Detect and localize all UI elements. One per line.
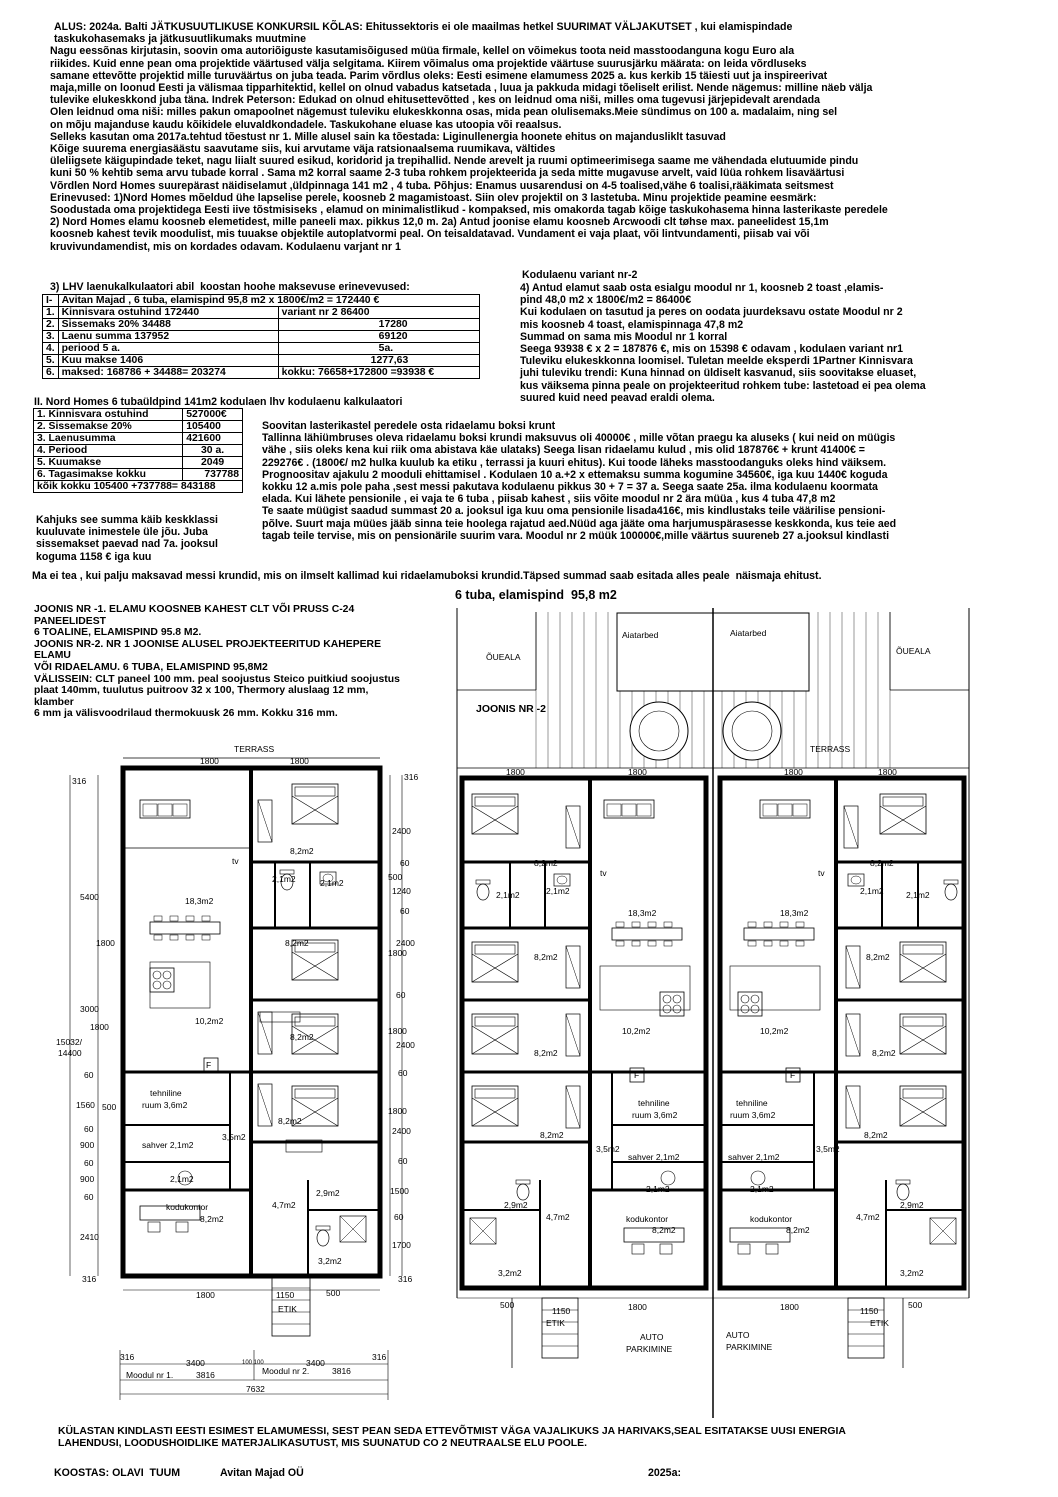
svg-text:kodukontor: kodukontor [626,1214,669,1224]
svg-text:1800: 1800 [878,767,897,777]
yard-label: ÕUEALA [896,646,931,656]
svg-text:900: 900 [80,1174,95,1184]
svg-text:60: 60 [396,990,406,1000]
dim-label: 500 [326,1288,341,1298]
svg-text:2400: 2400 [392,1126,411,1136]
table-row: 2. Sissemakse 20% 105400 [34,421,243,433]
svg-text:60: 60 [84,1192,94,1202]
svg-text:5400: 5400 [80,892,99,902]
svg-text:8,2m2: 8,2m2 [652,1225,676,1235]
intro-line: Nagu eessõnas kirjutasin, soovin oma autoriõiguste kasutamisõigused müüa firmale, kellel on võimekus toota neid masstoodanguna kogu Euro ala [50,45,795,58]
dim-label: 1800 [196,1290,215,1300]
table-row: 6. Tagasimakse kokku 737788 [34,469,243,481]
intro-line: Olen leidnud oma niši: milles pakun omapoolnet nägemust tuleviku elukeskkonna osas, mida pean olulisemaks.Meie sündimus on 100 a. madalaim, ning sel [50,106,838,119]
intro-line: maja,mille on loonud Eesti ja välismaa tipparhitektid, kellel on olnud vabadus katsetada , luua ja pakkuda midagi tõeliselt erilist. Nende nägemus: milline näeb välja [50,82,873,95]
svg-text:8,2m2: 8,2m2 [534,1048,558,1058]
svg-text:8,2m2: 8,2m2 [534,858,558,868]
svg-text:60: 60 [398,1068,408,1078]
footer-author: KOOSTAS: OLAVI TUUM [54,1467,181,1479]
svg-text:AUTO: AUTO [726,1330,750,1340]
svg-text:500: 500 [102,1102,117,1112]
svg-text:8,2m2: 8,2m2 [870,858,894,868]
svg-text:60: 60 [400,858,410,868]
shed-label: Aiatarbed [730,628,767,638]
intro-line: Kõige suurema energiasäästu saavutame siis, kui arvutame väja ratsionaalsema ruumikava, vältides [50,143,556,156]
svg-text:2400: 2400 [396,1040,415,1050]
svg-text:15032/: 15032/ [56,1037,82,1047]
yard-label: ÕUEALA [486,652,521,662]
svg-text:1800: 1800 [90,1022,109,1032]
svg-text:1800: 1800 [628,1302,647,1312]
etik-label: ETIK [278,1304,297,1314]
intro-line: ALUS: 2024a. Balti JÄTKUSUUTLIKUSE KONKURSIL KÕLAS: Ehitussektoris ei ole maailmas hetkel SUURIMAT VÄLJAKUTSET , kui elamispindade [54,21,793,33]
svg-text:2,1m2: 2,1m2 [646,1184,670,1194]
svg-text:60: 60 [84,1124,94,1134]
svg-text:2,9m2: 2,9m2 [900,1200,924,1210]
nord-homes-title: II. Nord Homes 6 tubaüldpind 141m2 kodulaen lhv kodulaenu kalkulaatori [34,396,403,408]
svg-text:kodukontor: kodukontor [750,1214,793,1224]
room-label: 18,3m2 [185,896,214,906]
room-label: 8,2m2 [278,1116,302,1126]
svg-text:3400: 3400 [306,1358,325,1368]
room-label: 8,2m2 [290,846,314,856]
room-label: sahver 2,1m2 [142,1140,194,1150]
svg-text:1800: 1800 [388,1106,407,1116]
room-label: 8,2m2 [285,938,309,948]
svg-text:4,7m2: 4,7m2 [856,1212,880,1222]
svg-text:3816: 3816 [196,1370,215,1380]
svg-text:316: 316 [398,1274,413,1284]
svg-text:1800: 1800 [628,767,647,777]
svg-text:1500: 1500 [390,1186,409,1196]
svg-text:2400: 2400 [396,938,415,948]
svg-text:1800: 1800 [96,938,115,948]
svg-text:ruum 3,6m2: ruum 3,6m2 [632,1110,678,1120]
intro-line: kruvivundamendist, mis on kordades odavam. Kodulaenu varjant nr 1 [50,240,401,253]
table-row: 5. Kuu makse 1406 1277,63 [43,355,480,367]
tv-label: tv [232,856,239,866]
svg-text:60: 60 [400,906,410,916]
footer-note: KÜLASTAN KINDLASTI EESTI ESIMEST ELAMUMESSI, SEST PEAN SEDA ETTEVÕTMIST VÄGA VAJALIKUKS JA HARIVAKS,SEAL ESITATAKSE UUSI ENERGIA LAHENDUSI, LOODUSHOIDLIKE MATERJALIKASUTUST, MIS SUUNATUD CO 2 NEUTRAALSE ELU POOLE. [58,1426,846,1450]
plan2-title: 6 tuba, elamispind 95,8 m2 [455,588,617,602]
plan1-dim-top: 1800 [200,756,219,766]
intro-line: Selleks kasutan oma 2017a.tehtud tõestust nr 1. Mille alusel sain ka tõestada: Liginullenergia hoonete ehitus on majandusliklt tasuvad [50,130,726,143]
lhv-title: 3) LHV laenukalkulaatori abil koostan hoohe maksevuse erinevevused: [50,281,410,293]
table-row: kõik kokku 105400 +737788= 843188 [34,481,243,493]
svg-text:tehniline: tehniline [736,1098,768,1108]
footer-company: Avitan Majad OÜ [220,1467,304,1479]
svg-text:1800: 1800 [780,1302,799,1312]
svg-text:F: F [634,1070,640,1080]
svg-text:PARKIMINE: PARKIMINE [626,1344,673,1354]
svg-text:sahver 2,1m2: sahver 2,1m2 [628,1152,680,1162]
svg-text:500: 500 [388,872,403,882]
plan1-terrass: TERRASS [234,744,275,754]
room-label: 2,1m2 [320,878,344,888]
svg-text:4,7m2: 4,7m2 [546,1212,570,1222]
svg-text:1700: 1700 [392,1240,411,1250]
svg-text:2410: 2410 [80,1232,99,1242]
svg-text:316: 316 [120,1352,135,1362]
svg-text:sahver 2,1m2: sahver 2,1m2 [728,1152,780,1162]
svg-text:2,1m2: 2,1m2 [750,1184,774,1194]
svg-text:60: 60 [394,1212,404,1222]
svg-text:3,2m2: 3,2m2 [900,1268,924,1278]
svg-text:316: 316 [372,1352,387,1362]
svg-text:1800: 1800 [388,1026,407,1036]
svg-text:tehniline: tehniline [638,1098,670,1108]
terrass-label: TERRASS [810,744,851,754]
table-row: 4. Periood 30 a. [34,445,243,457]
table-row: 5. Kuumakse 2049 [34,457,243,469]
svg-text:3000: 3000 [80,1004,99,1014]
svg-text:1800: 1800 [388,948,407,958]
room-label: 3,2m2 [318,1256,342,1266]
room-label: 2,1m2 [272,874,296,884]
bottom-note: Ma ei tea , kui palju maksavad messi krundid, mis on ilmselt kallimad kui ridaelamuboksi krundid.Täpsed summad saab esitada alles peale näismaja ehitust. [32,570,822,582]
room-label: ruum 3,6m2 [142,1100,188,1110]
plan1-dim-top: 1800 [290,756,309,766]
svg-text:Moodul nr 1.: Moodul nr 1. [126,1370,174,1380]
room-label: 10,2m2 [195,1016,224,1026]
svg-text:2400: 2400 [392,826,411,836]
svg-text:3,5m2: 3,5m2 [596,1144,620,1154]
table-row: 3. Laenu summa 137952 69120 [43,331,480,343]
table-row: 1. Kinnisvara ostuhind 172440 variant nr 2 86400 [43,307,480,319]
svg-text:2,1m2: 2,1m2 [546,886,570,896]
svg-text:1150: 1150 [860,1306,879,1316]
svg-text:1560: 1560 [76,1100,95,1110]
room-label: 8,2m2 [290,1032,314,1042]
svg-text:7632: 7632 [246,1384,265,1394]
svg-text:100 100: 100 100 [242,1360,264,1366]
room-label: 8,2m2 [200,1214,224,1224]
svg-text:10,2m2: 10,2m2 [622,1026,651,1036]
room-label: 4,7m2 [272,1200,296,1210]
svg-text:1800: 1800 [784,767,803,777]
kahjuks-text: Kahjuks see summa käib keskklassi kuuluvate inimestele üle jõu. Juba sissemakset paevad nad 7a. jooksul koguma 1158 € iga kuu [36,514,218,563]
table-row: I- Avitan Majad , 6 tuba, elamispind 95,8 m2 x 1800€/m2 = 172440 € [43,295,480,307]
svg-text:8,2m2: 8,2m2 [786,1225,810,1235]
svg-text:1800: 1800 [506,767,525,777]
intro-line: Erinevused: 1)Nord Homes mõeldud ühe lapselise perele, koosneb 2 magamistoast. Siin olev projektil on 3 lastetuba. Minu projektide peamine eesmärk: [50,191,817,204]
intro-line: samane ettevõtte projektid mille turuväärtus on juba teada. Parim võrdlus oleks: Eesti esimene elamumess 2025 a. kus kerkib 15 täiesti uut ja inspireerivat [50,69,828,82]
variant2-title: Kodulaenu variant nr-2 [522,269,638,281]
svg-text:Moodul nr 2.: Moodul nr 2. [262,1366,310,1376]
intro-line: kuni 50 % kehtib sema arvu tubade korral . Sama m2 korral saame 2-3 tuba rohkem projekteerida ja seda mitte mugavuse arvelt, vaid lüüa rohkem lisaväärtusi [50,167,845,180]
intro-line: Soodustada oma projektidega Eesti iive tõstmisiseks , elamud on minimalistlikud - kompaksed, mis omakorda tagab kõige taskukohasema hinna lasterikaste peredele [50,204,888,217]
room-label: 2,9m2 [316,1188,340,1198]
plan2 [457,608,969,1418]
room-label: 2,1m2 [170,1174,194,1184]
table-row: 1. Kinnisvara ostuhind 527000€ [34,409,243,421]
room-label: tehniline [150,1088,182,1098]
room-label: kodukontor [166,1202,209,1212]
f-label: F [206,1060,212,1070]
svg-text:60: 60 [398,1156,408,1166]
table-row: 2. Sissemaks 20% 34488 17280 [43,319,480,331]
svg-text:PARKIMINE: PARKIMINE [726,1342,773,1352]
intro-line: 2) Nord Homes elamu koosneb elemetidest, mille paneeli max. pikkus 12,0 m. 2a) Antud joonise elamu koosneb Arcwoodi clt tøhse max. paneelidest 15,1m [50,216,829,229]
module-purchase-text: 4) Antud elamut saab osta esialgu moodul nr 1, koosneb 2 toast ,elamis- pind 48,0 m2 x 1800€/m2 = 86400€ Kui kodulaen on tasutud ja peres on oodata juurdeksavu ostate Moodul nr 2 mis koosneb 4 toast, elamispinnaga 47,8 m2 Summad on sama mis Moodul nr 1 korral Seega 93938 € x 2 = 187876 €, mis on 15398 € odavam , kodulaen variant nr1 Tuleviku elukeskkonna loomisel. Tuletan meelde eksperdi 1Partner Kinnisvara juhi tuleviku trendi: Kuna hinnad on üldiselt kasvanud, siis soovitakse eluaset, kus väiksema pinna peale on projekteeritud rohkem tube: lastetoad ei pea olema suured kuid need peavad eraldi olema. [520,282,926,404]
room-label: 3,5m2 [222,1132,246,1142]
svg-text:316: 316 [72,776,87,786]
svg-text:F: F [790,1070,796,1080]
svg-text:10,2m2: 10,2m2 [760,1026,789,1036]
svg-text:tv: tv [818,868,825,878]
svg-text:2,9m2: 2,9m2 [504,1200,528,1210]
svg-text:AUTO: AUTO [640,1332,664,1342]
shed-label: Aiatarbed [622,630,659,640]
svg-text:316: 316 [404,772,419,782]
drawing2-label: JOONIS NR -2 [476,703,547,715]
svg-text:3400: 3400 [186,1358,205,1368]
svg-text:60: 60 [84,1158,94,1168]
footer-year: 2025a: [648,1467,681,1479]
intro-line: riikides. Kuid enne pean oma projektide väärtused välja selgitama. Kiirem võimalus oma projektide väärtuse suurusjärku määrata: on leida võrdluseks [50,57,807,70]
construction-description: JOONIS NR -1. ELAMU KOOSNEB KAHEST CLT VÕI PRUSS C-24 PANEELIDEST 6 TOALINE, ELAMISPIND 95.8 M2. JOONIS NR-2. NR 1 JOONISE ALUSEL PROJEKTEERITUD KAHEPERE ELAMU VÕI RIDAELAMU. 6 TUBA, ELAMISPIND 95,8M2 VÄLISSEIN: CLT paneel 100 mm. peal soojustus Steico puitkiud soojustus plaat 140mm, tuulutus puitroov 32 x 100, Thermory aluslaag 12 mm, klamber 6 mm ja välisvoodrilaud thermokuusk 26 mm. Kokku 316 mm. [34,604,400,720]
svg-text:tv: tv [600,868,607,878]
svg-text:3,5m2: 3,5m2 [816,1144,840,1154]
svg-text:8,2m2: 8,2m2 [864,1130,888,1140]
svg-text:8,2m2: 8,2m2 [866,952,890,962]
intro-line: tulevike elukeskkond juba täna. Indrek Peterson: Edukad on olnud ehitusettevõtted , kes on leidnud oma niši, milles oma tugevusi järjepidevalt arendada [50,94,821,107]
svg-text:500: 500 [500,1300,515,1310]
row-house-text: Soovitan lasterikastel peredele osta ridaelamu boksi krunt Tallinna lähiümbruses oleva ridaelamu boksi krundi maksuvus oli 40000€ , mille võtan praegu ka aluseks ( kui neid on müügis vähe , siis oleks kena kui riik oma abistava käe ulataks) Seega lisan ridaelamu kulud , mis olid 187876€ + krunt 41400€ = 229276€ . (1800€/ m2 hulka kuulub ka etiku , terrassi ja kuuri ehitus). Kui toode läheks masstoodanguks oleks hind väiksem. Prognoositav ajakulu 2 mooduli ehittamisel . Kodulaen 10 a.+2 x ettemaksu summa kogumine 34560€, iga kuu 1440€ koguda kokku 12 a.mis pole paha ,sest messi pakutava kodulaenu pikkus 30 + 7 = 37 a. Seega saate 25a. ilma kodulaenu koormata elada. Kui lähete pensionile , ei vaja te 6 tuba , piisab kahest , siis võite moodul nr 2 ära müüa , kus 4 tuba 47,8 m2 Te saate müügist saadud summast 20 a. jooksul iga kuu oma pensionile lisada416€, mis kindlustaks teile väärilise pensioni- põlve. Suurt maja müües jääb sinna teie hoolega rajatud aed.Nüüd aga jääte oma harjumuspärasesse keskkonda, kus teie aed tagab teile tervise, mis on pensionärile suurim vara. Moodul nr 2 müük 100000€,mille väärtus suureneb 27 a.jooksul kindlasti [262,420,897,542]
svg-text:900: 900 [80,1140,95,1150]
table-row: 3. Laenusumma 421600 [34,433,243,445]
intro-line: taskukohasemaks ja jätkusuutlikumaks muutmine [54,33,306,46]
svg-text:3816: 3816 [332,1366,351,1376]
intro-line: üleliigsete käigupindade teket, nagu liialt suured esikud, koridorid ja trepihallid. Nende arevelt ja ruumi optimeerimisega saame me vähendada elutuumide pindu [50,155,859,168]
plan1 [56,744,418,1400]
intro-line: on mõju majanduse kaudu kõikidele eluvaldkondadele. Taskukohane eluase kas utoopia või reaalsus. [50,118,562,131]
svg-text:60: 60 [84,1070,94,1080]
intro-line: koosneb kahest tevik moodulist, mis tuuakse objektile autoplatvormi peal. On teisaldatavad. Vundament ei vaja plaat, või lintvundamenti, piisab vai või [50,228,810,241]
svg-text:316: 316 [82,1274,97,1284]
svg-text:8,2m2: 8,2m2 [872,1048,896,1058]
svg-text:14400: 14400 [58,1048,82,1058]
svg-text:18,3m2: 18,3m2 [780,908,809,918]
svg-text:8,2m2: 8,2m2 [534,952,558,962]
dim-label: 1150 [276,1290,295,1300]
svg-text:3,2m2: 3,2m2 [498,1268,522,1278]
table-row: 6. maksed: 168786 + 34488= 203274 kokku: 76658+172800 =93938 € [43,367,480,379]
svg-text:ETIK: ETIK [546,1318,565,1328]
svg-text:2,1m2: 2,1m2 [860,886,884,896]
svg-text:2,1m2: 2,1m2 [496,890,520,900]
svg-text:ruum 3,6m2: ruum 3,6m2 [730,1110,776,1120]
svg-text:2,1m2: 2,1m2 [906,890,930,900]
svg-text:ETIK: ETIK [870,1318,889,1328]
svg-text:1150: 1150 [552,1306,571,1316]
intro-line: Võrdlen Nord Homes suurepärast näidiselamut ,üldpinnaga 141 m2 , 4 tuba. Põhjus: Enamus uusarendusi on 4-5 toalised,vähe 6 toalisi,rääkimata seitsmest [50,179,834,192]
svg-text:18,3m2: 18,3m2 [628,908,657,918]
svg-text:8,2m2: 8,2m2 [540,1130,564,1140]
table-row: 4. periood 5 a. 5a. [43,343,480,355]
svg-text:500: 500 [908,1300,923,1310]
svg-text:1240: 1240 [392,886,411,896]
